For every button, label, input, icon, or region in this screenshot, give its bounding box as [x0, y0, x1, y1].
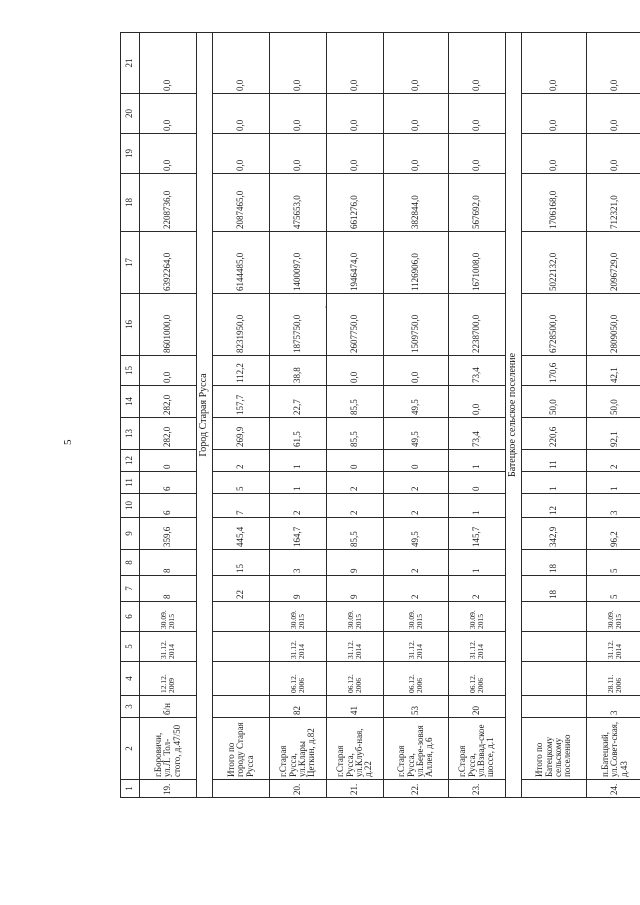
cell-col-9: 9 [121, 518, 140, 550]
cell-col-7: 7 [121, 576, 140, 602]
cell-col-8: 3 [270, 550, 327, 576]
cell-col-12: 2 [213, 450, 270, 472]
cell-col-5: 31.12. 2014 [327, 632, 384, 662]
page-number: 5 [62, 439, 74, 445]
cell-col-11: 11 [121, 472, 140, 494]
table-row [384, 33, 449, 798]
cell-col-6: 6 [121, 602, 140, 632]
cell-col-7: 5 [587, 576, 640, 602]
cell-col-16: 6728500,0 [522, 294, 587, 356]
cell-col-12: 1 [270, 450, 327, 472]
cell-col-17: 6144485,0 [213, 232, 270, 294]
cell-col-5: 5 [121, 632, 140, 662]
cell-col-8: 15 [213, 550, 270, 576]
cell-col-7: 9 [327, 576, 384, 602]
cell-col-19: 0,0 [270, 134, 327, 174]
cell-col-21: 0,0 [587, 33, 640, 94]
cell-col-8: 18 [522, 550, 587, 576]
cell-col-14: 14 [121, 386, 140, 418]
cell-col-21: 21 [121, 33, 140, 94]
cell-col-21: 0,0 [327, 33, 384, 94]
cell-col-2: Итого по Батецкому сельскому поселению [522, 718, 587, 780]
cell-col-18: 661276,0 [327, 174, 384, 232]
cell-col-17: 1400097,0 [270, 232, 327, 294]
cell-col-16: 2238700,0 [449, 294, 506, 356]
cell-col-20: 0,0 [522, 94, 587, 134]
cell-col-16: 2809050,0 [587, 294, 640, 356]
cell-col-15: 0,0 [327, 356, 384, 386]
cell-col-20: 0,0 [587, 94, 640, 134]
cell-col-16: 8601000,0 [140, 294, 197, 356]
cell-col-13: 49,5 [384, 418, 449, 450]
housing-program-table [120, 32, 640, 798]
cell-col-1 [213, 780, 270, 798]
cell-col-15: 112,2 [213, 356, 270, 386]
cell-col-2: г.Старая Русса, ул.Клары Цеткин, д.82 [270, 718, 327, 780]
cell-col-3 [522, 696, 587, 718]
cell-col-10: 3 [587, 494, 640, 518]
cell-col-11: 2 [327, 472, 384, 494]
cell-col-12: 0 [140, 450, 197, 472]
cell-col-21: 0,0 [270, 33, 327, 94]
cell-col-9: 445,4 [213, 518, 270, 550]
cell-col-13: 282,0 [140, 418, 197, 450]
cell-col-13: 220,6 [522, 418, 587, 450]
cell-col-4: 12.12. 2009 [140, 662, 197, 696]
cell-col-6: 30.09. 2015 [327, 602, 384, 632]
cell-col-12: 0 [384, 450, 449, 472]
cell-col-11: 2 [384, 472, 449, 494]
cell-col-4: 28.11. 2006 [587, 662, 640, 696]
cell-col-17: 1126906,0 [384, 232, 449, 294]
cell-col-9: 164,7 [270, 518, 327, 550]
table-row [140, 33, 197, 798]
rotated-table-container [120, 33, 629, 798]
cell-col-20: 0,0 [270, 94, 327, 134]
cell-col-12: 2 [587, 450, 640, 472]
cell-col-3: 82 [270, 696, 327, 718]
cell-col-10: 12 [522, 494, 587, 518]
cell-col-18: 382844,0 [384, 174, 449, 232]
cell-col-2: г.Старая Русса, ул.Бере-зовая Аллея, д.6 [384, 718, 449, 780]
cell-col-12: 1 [449, 450, 506, 472]
cell-col-11: 5 [213, 472, 270, 494]
cell-col-8: 9 [327, 550, 384, 576]
cell-col-17: 6392264,0 [140, 232, 197, 294]
cell-col-20: 0,0 [327, 94, 384, 134]
cell-col-10: 10 [121, 494, 140, 518]
cell-col-10: 7 [213, 494, 270, 518]
cell-col-9: 342,9 [522, 518, 587, 550]
cell-col-8: 8 [121, 550, 140, 576]
cell-col-2: 2 [121, 718, 140, 780]
cell-col-20: 0,0 [213, 94, 270, 134]
cell-col-2: г.Старая Русса, ул.Взвад-ское шоссе, д.1 [449, 718, 506, 780]
cell-col-9: 49,5 [384, 518, 449, 550]
cell-col-16: 1875750,0 [270, 294, 327, 356]
cell-col-1: 23. [449, 780, 506, 798]
section-row [197, 33, 213, 798]
cell-col-6: 30.09. 2015 [270, 602, 327, 632]
cell-col-19: 0,0 [449, 134, 506, 174]
cell-col-7: 9 [270, 576, 327, 602]
cell-col-18: 18 [121, 174, 140, 232]
total-row [522, 33, 587, 798]
cell-col-11: 1 [270, 472, 327, 494]
cell-col-14: 50,0 [587, 386, 640, 418]
cell-col-9: 359,6 [140, 518, 197, 550]
cell-col-21: 0,0 [140, 33, 197, 94]
cell-col-7: 18 [522, 576, 587, 602]
total-row [213, 33, 270, 798]
cell-col-4 [522, 662, 587, 696]
cell-col-7: 22 [213, 576, 270, 602]
cell-col-17: 17 [121, 232, 140, 294]
cell-col-5: 31.12. 2014 [270, 632, 327, 662]
cell-col-5: 31.12. 2014 [384, 632, 449, 662]
cell-col-6: 30.09. 2015 [587, 602, 640, 632]
cell-col-18: 1706168,0 [522, 174, 587, 232]
cell-col-13: 13 [121, 418, 140, 450]
cell-col-3: 3 [587, 696, 640, 718]
cell-col-14: 85,5 [327, 386, 384, 418]
cell-col-2: г.Боровичи, ул.Л. Тол-стого, д.47/50 [140, 718, 197, 780]
cell-col-1: 1 [121, 780, 140, 798]
cell-col-16: 8231950,0 [213, 294, 270, 356]
cell-col-8: 1 [449, 550, 506, 576]
cell-col-11: 6 [140, 472, 197, 494]
cell-col-1: 20. [270, 780, 327, 798]
cell-col-19: 0,0 [587, 134, 640, 174]
cell-col-11: 0 [449, 472, 506, 494]
cell-col-6 [213, 602, 270, 632]
cell-col-5 [213, 632, 270, 662]
cell-col-20: 0,0 [140, 94, 197, 134]
cell-col-13: 73,4 [449, 418, 506, 450]
cell-col-17: 5022132,0 [522, 232, 587, 294]
cell-col-4: 06.12. 2006 [327, 662, 384, 696]
cell-col-12: 11 [522, 450, 587, 472]
cell-col-8: 5 [587, 550, 640, 576]
cell-col-11: 1 [587, 472, 640, 494]
table-row [270, 33, 327, 798]
cell-col-6: 30.09. 2015 [384, 602, 449, 632]
cell-col-4: 06.12. 2006 [384, 662, 449, 696]
cell-col-15: 42,1 [587, 356, 640, 386]
cell-col-4: 06.12. 2006 [449, 662, 506, 696]
cell-col-2: г.Старая Русса, ул.Клуб-ная, д.22 [327, 718, 384, 780]
cell-col-7: 8 [140, 576, 197, 602]
table-row [449, 33, 506, 798]
cell-col-9: 96,2 [587, 518, 640, 550]
cell-col-18: 712321,0 [587, 174, 640, 232]
cell-col-17: 1671008,0 [449, 232, 506, 294]
section-row [506, 33, 522, 798]
cell-col-1: 24. [587, 780, 640, 798]
cell-col-8: 8 [140, 550, 197, 576]
cell-col-11: 1 [522, 472, 587, 494]
cell-col-5: 31.12. 2014 [449, 632, 506, 662]
cell-col-20: 0,0 [449, 94, 506, 134]
table-row [327, 33, 384, 798]
cell-col-14: 282,0 [140, 386, 197, 418]
table-row [587, 33, 640, 798]
cell-col-16: 1509750,0 [384, 294, 449, 356]
cell-col-13: 269,9 [213, 418, 270, 450]
cell-col-10: 2 [327, 494, 384, 518]
cell-col-6 [522, 602, 587, 632]
cell-col-18: 2087465,0 [213, 174, 270, 232]
cell-col-7: 2 [384, 576, 449, 602]
header-row [121, 33, 140, 798]
cell-col-1: 19. [140, 780, 197, 798]
cell-col-17: 1946474,0 [327, 232, 384, 294]
cell-col-15: 73,4 [449, 356, 506, 386]
cell-col-19: 0,0 [213, 134, 270, 174]
cell-col-3: 3 [121, 696, 140, 718]
cell-col-10: 2 [384, 494, 449, 518]
cell-col-13: 85,5 [327, 418, 384, 450]
cell-col-3: б/н [140, 696, 197, 718]
cell-col-18: 2208736,0 [140, 174, 197, 232]
cell-col-2: п.Батецкий, ул.Совет-ская, д.43 [587, 718, 640, 780]
cell-col-17: 2096729,0 [587, 232, 640, 294]
cell-col-3: 53 [384, 696, 449, 718]
cell-col-15: 170,6 [522, 356, 587, 386]
cell-col-10: 2 [270, 494, 327, 518]
stray-mark: , [325, 300, 327, 309]
cell-col-4 [213, 662, 270, 696]
cell-col-6: 30.09. 2015 [449, 602, 506, 632]
cell-col-14: 50,0 [522, 386, 587, 418]
cell-col-19: 0,0 [140, 134, 197, 174]
cell-col-14: 49,5 [384, 386, 449, 418]
cell-col-20: 20 [121, 94, 140, 134]
cell-col-1 [522, 780, 587, 798]
cell-col-1: 22. [384, 780, 449, 798]
cell-col-13: 92,1 [587, 418, 640, 450]
cell-col-6: 30.09. 2015 [140, 602, 197, 632]
cell-col-19: 0,0 [522, 134, 587, 174]
cell-col-3: 41 [327, 696, 384, 718]
cell-col-5 [522, 632, 587, 662]
cell-col-5: 31.12. 2014 [587, 632, 640, 662]
cell-col-12: 12 [121, 450, 140, 472]
cell-col-9: 145,7 [449, 518, 506, 550]
cell-col-4: 4 [121, 662, 140, 696]
cell-col-13: 61,5 [270, 418, 327, 450]
cell-col-9: 85,5 [327, 518, 384, 550]
cell-col-15: 15 [121, 356, 140, 386]
cell-col-14: 0,0 [449, 386, 506, 418]
cell-col-10: 1 [449, 494, 506, 518]
cell-col-16: 16 [121, 294, 140, 356]
cell-col-18: 567692,0 [449, 174, 506, 232]
section-title: Батецкое сельское поселение [506, 33, 522, 798]
cell-col-14: 22,7 [270, 386, 327, 418]
cell-col-15: 0,0 [384, 356, 449, 386]
cell-col-15: 0,0 [140, 356, 197, 386]
cell-col-1: 21. [327, 780, 384, 798]
cell-col-20: 0,0 [384, 94, 449, 134]
cell-col-19: 0,0 [327, 134, 384, 174]
cell-col-12: 0 [327, 450, 384, 472]
cell-col-21: 0,0 [522, 33, 587, 94]
cell-col-7: 2 [449, 576, 506, 602]
cell-col-4: 06.12. 2006 [270, 662, 327, 696]
cell-col-3: 20 [449, 696, 506, 718]
cell-col-8: 2 [384, 550, 449, 576]
cell-col-5: 31.12. 2014 [140, 632, 197, 662]
section-title: Город Старая Русса [197, 33, 213, 798]
cell-col-19: 0,0 [384, 134, 449, 174]
cell-col-18: 475653,0 [270, 174, 327, 232]
cell-col-16: 2607750,0 [327, 294, 384, 356]
cell-col-15: 38,8 [270, 356, 327, 386]
cell-col-3 [213, 696, 270, 718]
cell-col-19: 19 [121, 134, 140, 174]
cell-col-2: Итого по городу Старая Русса [213, 718, 270, 780]
cell-col-10: 6 [140, 494, 197, 518]
cell-col-21: 0,0 [384, 33, 449, 94]
cell-col-21: 0,0 [449, 33, 506, 94]
cell-col-21: 0,0 [213, 33, 270, 94]
cell-col-14: 157,7 [213, 386, 270, 418]
